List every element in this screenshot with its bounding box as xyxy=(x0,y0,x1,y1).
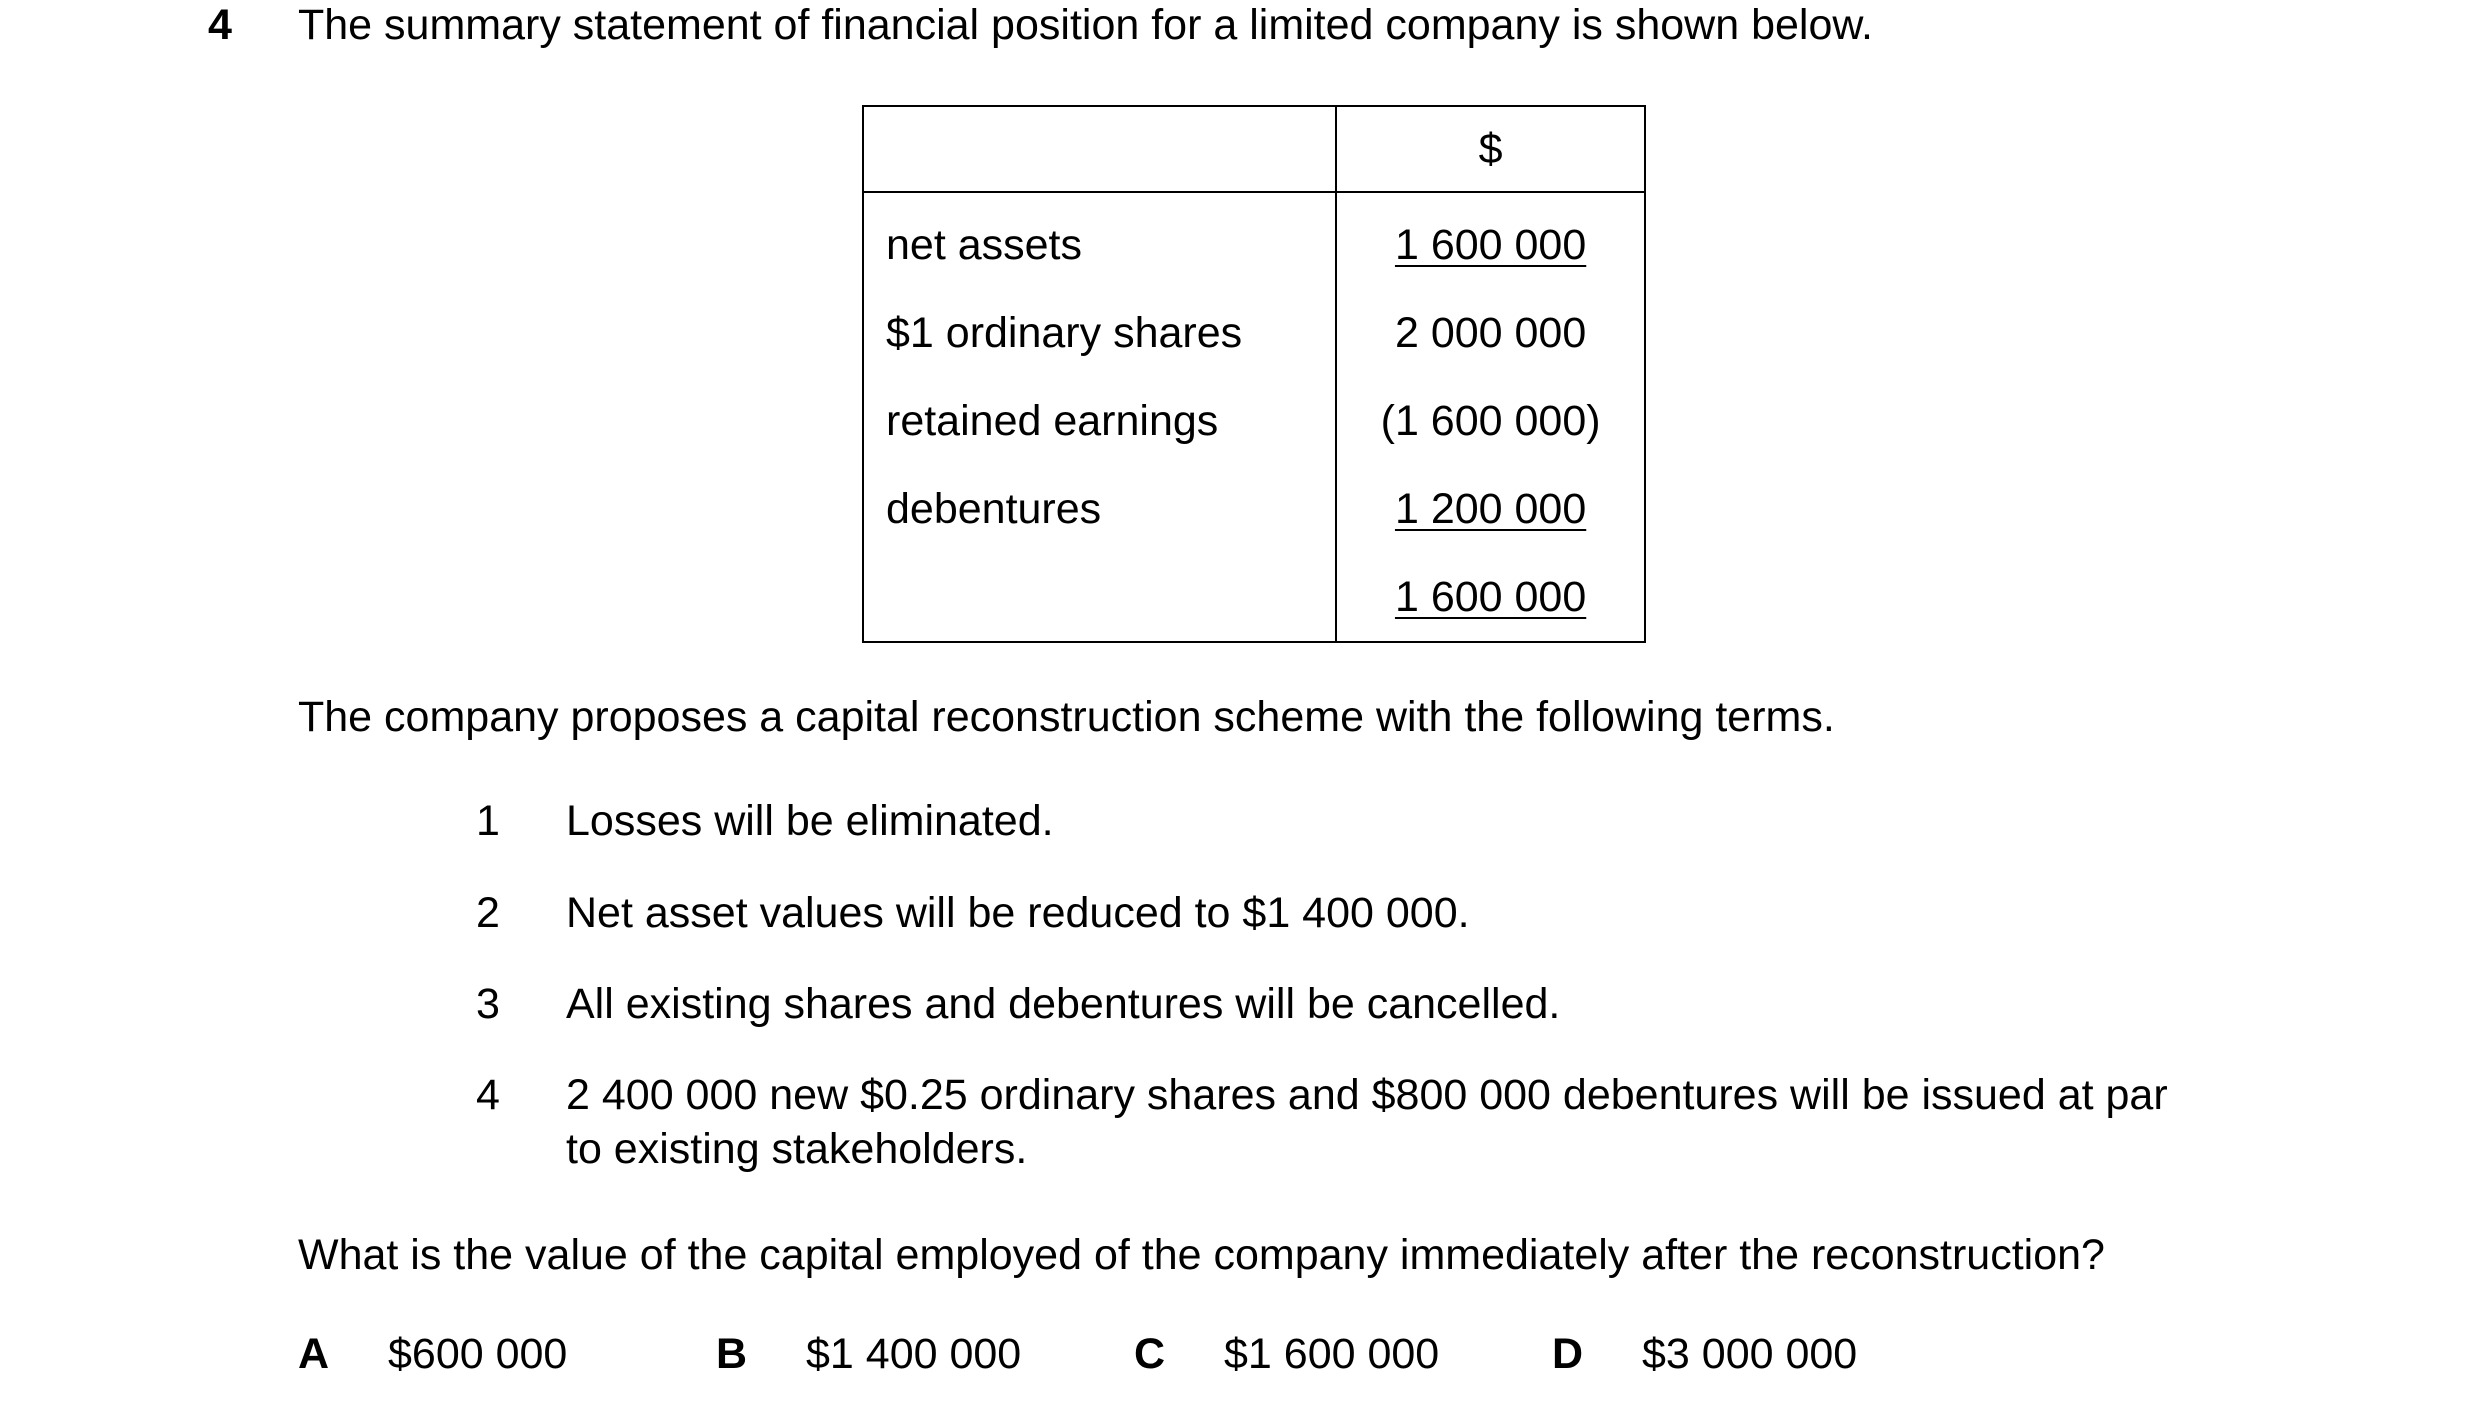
option-d-letter[interactable]: D xyxy=(1552,1330,1584,1378)
option-a-letter[interactable]: A xyxy=(298,1330,330,1378)
currency-header: $ xyxy=(1336,106,1645,192)
term-text-1: Losses will be eliminated. xyxy=(566,797,1054,845)
row-label-debentures: debentures xyxy=(886,485,1102,533)
question-intro: The summary statement of financial position for a limited company is shown below. xyxy=(298,1,1874,49)
row-label-ordinary-shares: $1 ordinary shares xyxy=(886,309,1243,357)
option-c-text[interactable]: $1 600 000 xyxy=(1224,1330,1440,1378)
row-amount-ordinary-shares: 2 000 000 xyxy=(1394,309,1587,357)
question-number: 4 xyxy=(208,1,232,49)
term-number-3: 3 xyxy=(476,980,500,1028)
option-c-letter[interactable]: C xyxy=(1134,1330,1166,1378)
header-label-cell xyxy=(863,106,1336,192)
question-prompt: What is the value of the capital employed of the company immediately after the reconstruction? xyxy=(298,1231,2105,1279)
table-header-row xyxy=(863,106,1645,192)
term-text-3: All existing shares and debentures will be cancelled. xyxy=(566,980,1561,1028)
labels-cell xyxy=(863,192,1336,642)
term-number-2: 2 xyxy=(476,889,500,937)
term-text-4-line1: 2 400 000 new $0.25 ordinary shares and $800 000 debentures will be issued at par xyxy=(566,1071,2168,1119)
option-b-text[interactable]: $1 400 000 xyxy=(806,1330,1022,1378)
option-a-text[interactable]: $600 000 xyxy=(388,1330,568,1378)
option-b-letter[interactable]: B xyxy=(716,1330,748,1378)
row-label-net-assets: net assets xyxy=(886,221,1082,269)
amounts-cell xyxy=(1336,192,1645,642)
term-text-2: Net asset values will be reduced to $1 400 000. xyxy=(566,889,1470,937)
table-body-row xyxy=(863,192,1645,642)
row-label-total xyxy=(864,553,1335,641)
option-d-text[interactable]: $3 000 000 xyxy=(1642,1330,1858,1378)
row-amount-debentures: 1 200 000 xyxy=(1394,485,1587,533)
scheme-intro: The company proposes a capital reconstruction scheme with the following terms. xyxy=(298,693,1835,741)
financial-position-table xyxy=(862,105,1646,643)
row-label-retained-earnings: retained earnings xyxy=(886,397,1219,445)
term-number-1: 1 xyxy=(476,797,500,845)
term-text-4-line2: to existing stakeholders. xyxy=(566,1125,1028,1173)
row-amount-retained-earnings: (1 600 000) xyxy=(1380,397,1601,445)
term-number-4: 4 xyxy=(476,1071,500,1119)
row-amount-total: 1 600 000 xyxy=(1394,573,1587,621)
row-amount-net-assets: 1 600 000 xyxy=(1394,221,1587,269)
